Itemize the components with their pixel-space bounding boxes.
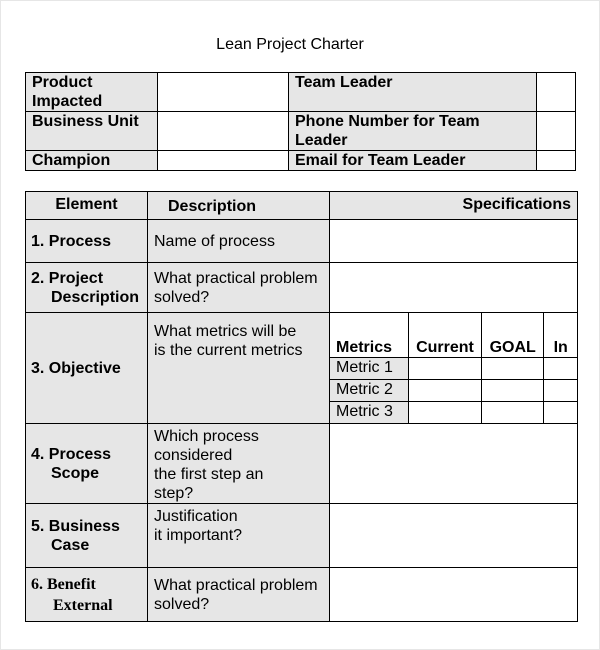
current-header: Current — [408, 313, 481, 358]
metric-2-label: Metric 2 — [330, 380, 408, 402]
product-impacted-value[interactable] — [158, 73, 289, 112]
phone-number-label: Phone Number for Team Leader — [289, 112, 537, 151]
page-title: Lean Project Charter — [216, 36, 364, 53]
row-6-element-line2: External — [53, 596, 113, 614]
row-3-element: 3. Objective — [26, 313, 148, 424]
goal-header: GOAL — [482, 313, 544, 358]
metric-1-current[interactable] — [408, 358, 481, 380]
table-row — [26, 313, 578, 424]
team-leader-label: Team Leader — [289, 73, 537, 112]
product-impacted-label: Product Impacted — [26, 73, 158, 112]
row-4-description-line1: Which process considered — [154, 428, 259, 464]
row-2-description: What practical problem solved? — [148, 263, 330, 313]
row-2-element — [26, 263, 148, 313]
metrics-header: Metrics — [330, 313, 408, 358]
metric-1-goal[interactable] — [482, 358, 544, 380]
row-2-element-line1: 2. Project — [31, 269, 104, 287]
row-5-description-line1: Justification — [154, 508, 238, 525]
row-5-description — [148, 504, 330, 568]
in-header: In — [544, 313, 577, 358]
row-2-specification[interactable] — [330, 263, 578, 313]
table-row — [26, 220, 578, 263]
row-6-element-line1: 6. Benefit — [31, 575, 96, 593]
row-6-element — [26, 568, 148, 622]
table-row — [26, 568, 578, 622]
row-5-element — [26, 504, 148, 568]
row-2-element-line2: Description — [51, 288, 140, 306]
row-4-element — [26, 424, 148, 504]
table-row — [26, 263, 578, 313]
table-row — [26, 504, 578, 568]
metric-2-goal[interactable] — [482, 380, 544, 402]
champion-label: Champion — [26, 151, 158, 171]
champion-value[interactable] — [158, 151, 289, 171]
metrics-cell — [330, 313, 578, 424]
metric-3-in[interactable] — [544, 402, 577, 424]
metric-1-label: Metric 1 — [330, 358, 408, 380]
row-6-description: What practical problem solved? — [148, 568, 330, 622]
table-row — [26, 424, 578, 504]
phone-number-value[interactable] — [537, 112, 576, 151]
row-1-specification[interactable] — [330, 220, 578, 263]
metric-2-in[interactable] — [544, 380, 577, 402]
row-3-description: What metrics will be is the current metrics — [148, 313, 330, 424]
business-unit-value[interactable] — [158, 112, 289, 151]
description-column-header: Description — [148, 192, 330, 220]
metric-3-label: Metric 3 — [330, 402, 408, 424]
charter-table — [25, 191, 578, 622]
row-5-element-line2: Case — [51, 536, 90, 554]
metric-3-current[interactable] — [408, 402, 481, 424]
row-1-description: Name of process — [148, 220, 330, 263]
row-4-specification[interactable] — [330, 424, 578, 504]
row-4-description — [148, 424, 330, 504]
row-5-element-line1: 5. Business — [31, 517, 120, 535]
email-label: Email for Team Leader — [289, 151, 537, 171]
row-4-element-line2: Scope — [51, 464, 100, 482]
specifications-column-header: Specifications — [330, 192, 578, 220]
team-leader-value[interactable] — [537, 73, 576, 112]
email-value[interactable] — [537, 151, 576, 171]
metric-1-in[interactable] — [544, 358, 577, 380]
row-5-specification[interactable] — [330, 504, 578, 568]
row-1-element: 1. Process — [26, 220, 148, 263]
metric-3-goal[interactable] — [482, 402, 544, 424]
table-header-row — [26, 192, 578, 220]
metrics-table — [330, 313, 577, 423]
header-table — [25, 72, 576, 171]
row-4-element-line1: 4. Process — [31, 445, 112, 463]
row-5-description-line2: it important? — [154, 527, 243, 544]
element-column-header: Element — [26, 192, 148, 220]
row-6-specification[interactable] — [330, 568, 578, 622]
business-unit-label: Business Unit — [26, 112, 158, 151]
row-4-description-line2: the first step an step? — [154, 466, 264, 502]
metric-2-current[interactable] — [408, 380, 481, 402]
